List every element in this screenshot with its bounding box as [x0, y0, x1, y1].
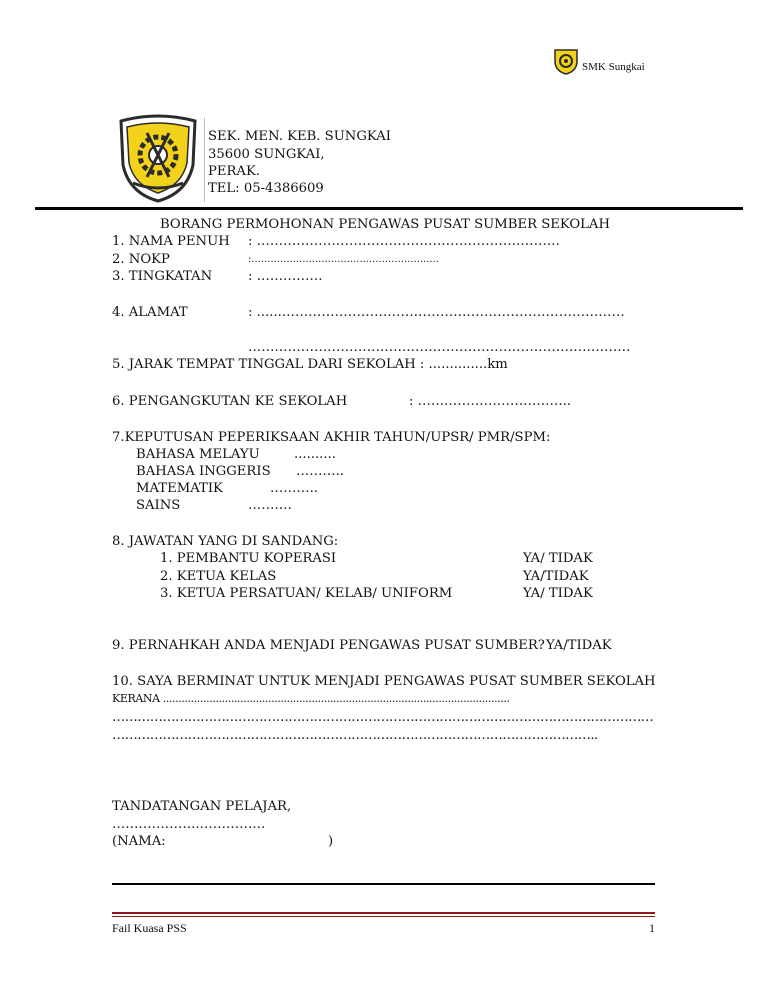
field-alamat-line1[interactable]: : ......……………………………………………………………………: [248, 305, 625, 320]
running-header-logo: [553, 47, 579, 75]
subject-mt: MATEMATIK: [136, 481, 223, 496]
school-crest: [117, 113, 199, 203]
subject-mt-dots[interactable]: ………..: [270, 481, 318, 496]
nama-open: (NAMA:: [112, 834, 166, 849]
jawatan-answer-koperasi[interactable]: YA/ TIDAK: [523, 551, 593, 566]
field-pengangkutan-label: 6. PENGANGKUTAN KE SEKOLAH: [112, 394, 348, 409]
subject-sains: SAINS: [136, 498, 181, 513]
field-alamat-label: 4. ALAMAT: [112, 305, 188, 320]
question-10-line-b[interactable]: ……………………………………………………………………………………………………..: [112, 728, 598, 743]
jawatan-answer-persatuan[interactable]: YA/ TIDAK: [523, 586, 593, 601]
jawatan-item-koperasi: 1. PEMBANTU KOPERASI: [160, 551, 337, 566]
nama-close: ): [328, 834, 334, 849]
jawatan-item-kelas: 2. KETUA KELAS: [160, 569, 277, 584]
field-nama-label: 1. NAMA PENUH: [112, 234, 230, 249]
subject-sains-dots[interactable]: ……….: [248, 498, 292, 513]
footer-page-number: 1: [649, 921, 655, 935]
jawatan-item-persatuan: 3. KETUA PERSATUAN/ KELAB/ UNIFORM: [160, 586, 453, 601]
crest-divider: [204, 118, 205, 202]
question-9-answer[interactable]: YA/TIDAK: [546, 638, 612, 653]
subject-bi-dots[interactable]: ………..: [296, 464, 344, 479]
field-tingkatan-label: 3. TINGKATAN: [112, 269, 213, 284]
signature-label: TANDATANGAN PELAJAR,: [112, 799, 292, 814]
form-title: BORANG PERMOHONAN PENGAWAS PUSAT SUMBER SEKOLAH: [160, 217, 610, 232]
footer-left: Fail Kuasa PSS: [112, 921, 187, 935]
school-phone: TEL: 05-4386609: [208, 181, 324, 196]
field-nokp-label: 2. NOKP: [112, 252, 170, 267]
school-postcode: 35600 SUNGKAI,: [208, 147, 325, 162]
jawatan-answer-kelas[interactable]: YA/TIDAK: [523, 569, 589, 584]
subject-bi: BAHASA INGGERIS: [136, 464, 271, 479]
field-tingkatan-value[interactable]: : ……………: [248, 269, 323, 284]
subject-bm: BAHASA MELAYU: [136, 447, 260, 462]
school-state: PERAK.: [208, 164, 260, 179]
footer-rule-thick: [112, 912, 655, 914]
field-alamat-line2[interactable]: ……………………………………………………………………………: [248, 340, 631, 355]
bottom-rule: [112, 883, 655, 885]
question-9: 9. PERNAHKAH ANDA MENJADI PENGAWAS PUSAT SUMBER?: [112, 638, 545, 653]
signature-line[interactable]: ………………..……………: [112, 817, 266, 832]
question-10-line-a[interactable]: …………………………………………………………………………………………………………………: [112, 710, 654, 725]
running-header-text: SMK Sungkai: [582, 61, 645, 73]
question-10-kerana[interactable]: KERANA ................................................................................................................: [112, 692, 510, 705]
school-name: SEK. MEN. KEB. SUNGKAI: [208, 129, 391, 144]
field-nama-value[interactable]: : ……………………………………………………………: [248, 234, 560, 249]
jawatan-title: 8. JAWATAN YANG DI SANDANG:: [112, 534, 339, 549]
field-nokp-value[interactable]: :...........................................................: [248, 254, 439, 265]
field-jarak: 5. JARAK TEMPAT TINGGAL DARI SEKOLAH : ..............km: [112, 357, 508, 372]
footer-rule-thin: [112, 916, 655, 917]
keputusan-title: 7.KEPUTUSAN PEPERIKSAAN AKHIR TAHUN/UPSR/ PMR/SPM:: [112, 430, 551, 445]
field-pengangkutan-value[interactable]: : ……………………………..: [409, 394, 572, 409]
header-rule: [35, 207, 743, 210]
question-10: 10. SAYA BERMINAT UNTUK MENJADI PENGAWAS PUSAT SUMBER SEKOLAH: [112, 674, 656, 689]
subject-bm-dots[interactable]: ..........: [294, 447, 336, 462]
